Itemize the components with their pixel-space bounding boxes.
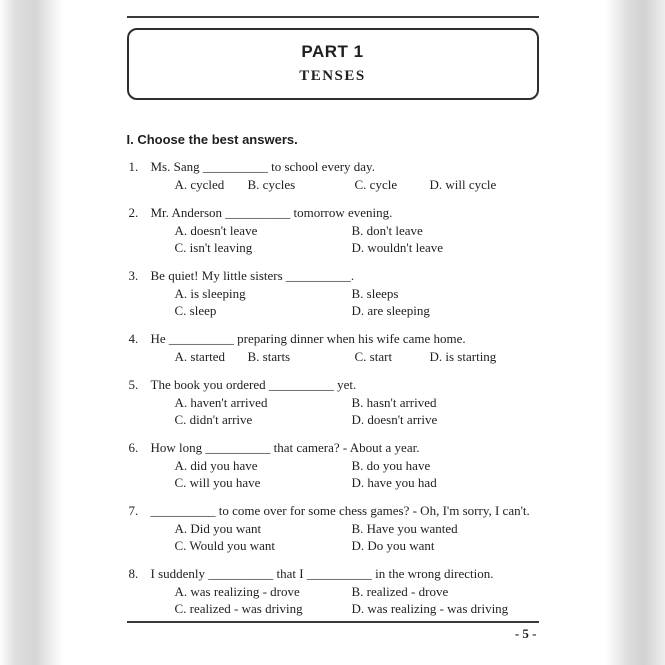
option-b: B. cycles bbox=[247, 177, 296, 192]
option-d: D. wouldn't leave bbox=[351, 240, 444, 255]
question-7 bbox=[127, 503, 539, 554]
question-options bbox=[175, 223, 539, 256]
question-number: 4. bbox=[128, 331, 139, 346]
option-c: C. realized - was driving bbox=[174, 601, 303, 616]
option-c: C. Would you want bbox=[174, 538, 276, 553]
question-number: 8. bbox=[128, 566, 139, 581]
question-options bbox=[175, 521, 539, 554]
question-number: 7. bbox=[128, 503, 139, 518]
option-d: D. have you had bbox=[351, 475, 437, 490]
option-b: B. starts bbox=[247, 349, 291, 364]
option-c: C. start bbox=[354, 349, 393, 364]
page-content bbox=[127, 0, 539, 642]
option-c: C. cycle bbox=[354, 177, 398, 192]
option-c: C. sleep bbox=[174, 303, 217, 318]
option-d: D. are sleeping bbox=[351, 303, 430, 318]
question-options bbox=[175, 458, 539, 491]
question-options bbox=[175, 286, 539, 319]
question-text: I suddenly __________ that I __________ in the wrong direction. bbox=[150, 566, 494, 581]
option-a: A. is sleeping bbox=[174, 286, 246, 301]
option-b: B. realized - drove bbox=[351, 584, 449, 599]
option-c: C. isn't leaving bbox=[174, 240, 253, 255]
option-b: B. sleeps bbox=[351, 286, 399, 301]
question-text: Ms. Sang __________ to school every day. bbox=[150, 159, 375, 174]
question-5 bbox=[127, 377, 539, 428]
option-a: A. doesn't leave bbox=[174, 223, 258, 238]
question-text: The book you ordered __________ yet. bbox=[150, 377, 357, 392]
question-options bbox=[175, 177, 539, 193]
option-a: A. started bbox=[174, 349, 226, 364]
option-a: A. was realizing - drove bbox=[174, 584, 300, 599]
scan-shadow-right bbox=[605, 0, 665, 665]
question-options bbox=[175, 584, 539, 617]
option-c: C. will you have bbox=[174, 475, 261, 490]
question-list bbox=[127, 159, 539, 617]
question-number: 6. bbox=[128, 440, 139, 455]
question-3 bbox=[127, 268, 539, 319]
option-a: A. did you have bbox=[174, 458, 258, 473]
question-text: Mr. Anderson __________ tomorrow evening. bbox=[150, 205, 393, 220]
option-c: C. didn't arrive bbox=[174, 412, 253, 427]
question-8 bbox=[127, 566, 539, 617]
section-title: I. Choose the best answers. bbox=[126, 132, 298, 147]
question-number: 2. bbox=[128, 205, 139, 220]
option-b: B. do you have bbox=[351, 458, 431, 473]
question-4 bbox=[127, 331, 539, 365]
scan-shadow-left bbox=[0, 0, 64, 665]
option-b: B. Have you wanted bbox=[351, 521, 458, 536]
question-options bbox=[175, 395, 539, 428]
question-options bbox=[175, 349, 539, 365]
question-number: 3. bbox=[128, 268, 139, 283]
option-a: A. haven't arrived bbox=[174, 395, 268, 410]
question-text: How long __________ that camera? - About a year. bbox=[150, 440, 420, 455]
question-1 bbox=[127, 159, 539, 193]
bottom-rule bbox=[127, 621, 539, 623]
part-title: PART 1 bbox=[301, 42, 364, 61]
option-a: A. Did you want bbox=[174, 521, 262, 536]
title-box bbox=[127, 28, 539, 100]
option-a: A. cycled bbox=[174, 177, 225, 192]
page-number: - 5 - bbox=[514, 626, 537, 641]
option-d: D. doesn't arrive bbox=[351, 412, 438, 427]
question-2 bbox=[127, 205, 539, 256]
option-d: D. is starting bbox=[429, 349, 497, 364]
question-text: __________ to come over for some chess games? - Oh, I'm sorry, I can't. bbox=[150, 503, 530, 518]
question-number: 5. bbox=[128, 377, 139, 392]
question-text: Be quiet! My little sisters __________. bbox=[150, 268, 355, 283]
question-number: 1. bbox=[128, 159, 139, 174]
question-text: He __________ preparing dinner when his wife came home. bbox=[150, 331, 466, 346]
option-d: D. was realizing - was driving bbox=[351, 601, 509, 616]
option-d: D. will cycle bbox=[429, 177, 497, 192]
top-rule bbox=[127, 16, 539, 18]
option-d: D. Do you want bbox=[351, 538, 435, 553]
option-b: B. hasn't arrived bbox=[351, 395, 437, 410]
topic-title: TENSES bbox=[299, 68, 366, 84]
option-b: B. don't leave bbox=[351, 223, 423, 238]
question-6 bbox=[127, 440, 539, 491]
